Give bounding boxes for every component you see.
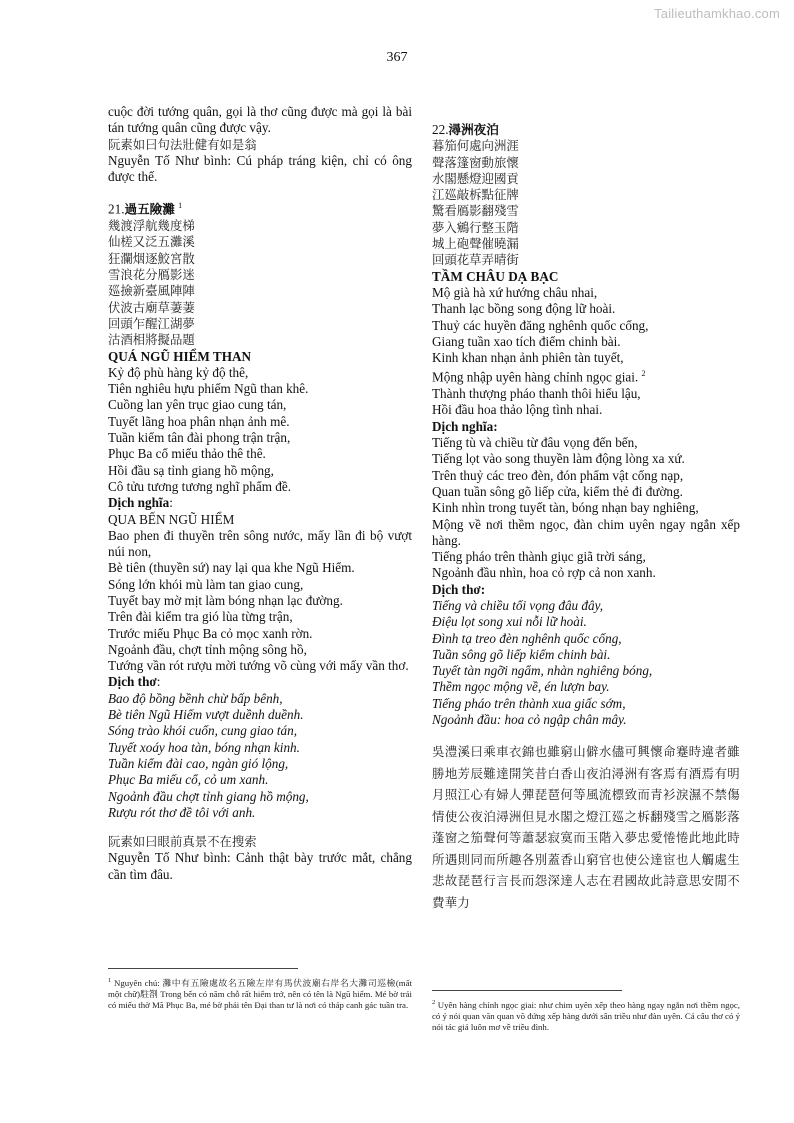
meaning-colon: : <box>169 495 173 511</box>
poem-line-cjk-text: 夢入鵷行整玉階 <box>432 219 519 235</box>
verse-line <box>432 631 740 647</box>
poem-line-cjk <box>432 203 740 219</box>
poem-line-cjk-text: 狂瀾烟逐鮫宮散 <box>108 250 195 266</box>
poem-line-cjk-text: 廵撿新臺風陣陣 <box>108 283 195 299</box>
verse-line-text: Phục Ba miếu cổ, cỏ um xanh. <box>108 772 269 788</box>
comment-text: Nguyễn Tố Như bình: Cú pháp tráng kiện, chỉ có ông được thế. <box>108 152 412 185</box>
meaning-line-text: Bè tiên (thuyền sứ) nay lại qua khe Ngũ Hiểm. <box>108 560 355 576</box>
verse-heading <box>108 674 412 690</box>
meaning-line-text: Trên thuỷ các treo đèn, đón phẩm vật cống nạp, <box>432 467 684 483</box>
poem-line-cjk <box>432 138 740 154</box>
verse-line <box>108 805 412 821</box>
footnote-rule <box>432 990 622 991</box>
verse-line-text: Tuyết xoáy hoa tàn, bóng nhạn kinh. <box>108 739 300 755</box>
comment-cjk: 阮素如曰眼前真景不在搜索 <box>108 834 257 850</box>
footnote-text: Uyên hàng chỉnh ngọc giai: như chim uyên xếp theo hàng ngay ngắn nơi thềm ngọc, có ý nói quan văn quan võ đứng xếp hàng dưới sân triều như đàn uyên. Cả câu thơ có ý nói tác giả luôn mơ về triều đình. <box>432 999 740 1033</box>
poem-line <box>108 397 412 413</box>
verse-line-text: Bè tiên Ngũ Hiểm vượt duềnh duềnh. <box>108 707 304 723</box>
meaning-line-text: Trên đài kiểm tra gió lùa từng trận, <box>108 609 293 625</box>
poem-line-cjk <box>432 236 740 252</box>
poem-line-cjk <box>432 252 740 268</box>
poem-22-heading <box>432 122 740 138</box>
meaning-line <box>108 658 412 674</box>
comment-cjk: 阮素如曰句法壯健有如是翁 <box>108 136 257 152</box>
meaning-title: QUA BẾN NGŨ HIỂM <box>108 511 235 527</box>
poem-22-viet-lines <box>432 285 740 419</box>
footnote-mark: 1 <box>108 977 112 984</box>
poem-line <box>108 463 412 479</box>
poem-line <box>432 402 740 418</box>
poem-line-cjk <box>108 234 412 250</box>
poem-line-text: Cuồng lan yên trục giao cung tán, <box>108 397 287 413</box>
poem-line <box>432 334 740 350</box>
poem-21-title-viet: QUÁ NGŨ HIỂM THAN <box>108 348 251 364</box>
poem-line-text: Mộ già hà xứ hướng châu nhai, <box>432 284 598 300</box>
poem-line-cjk <box>108 218 412 234</box>
verse-line <box>108 772 412 788</box>
meaning-line-text: Ngoảnh đầu nhìn, hoa cỏ rợp cả non xanh. <box>432 565 656 581</box>
meaning-line <box>108 577 412 593</box>
meaning-line <box>432 517 740 550</box>
poem-line-cjk <box>108 267 412 283</box>
footnote-ref[interactable]: 1 <box>178 201 183 211</box>
poem-line <box>108 446 412 462</box>
poem-22-title-viet: TẦM CHÂU DẠ BẠC <box>432 268 559 284</box>
verse-line-text: Bao độ bồng bềnh chừ bấp bênh, <box>108 690 283 706</box>
verse-line <box>432 696 740 712</box>
poem-line <box>108 365 412 381</box>
verse-line <box>108 723 412 739</box>
verse-line-text: Đình tạ treo đèn nghênh quốc cống, <box>432 630 622 646</box>
verse-colon: : <box>156 674 161 690</box>
poem-title-cjk: 過五險灘 <box>124 201 175 217</box>
poem-line-text: Thanh lạc bồng song động lữ hoài. <box>432 301 616 317</box>
poem-21-heading <box>108 198 412 218</box>
poem-number: 22. <box>432 122 449 137</box>
meaning-line-text: Bao phen đi thuyền trên sông nước, mấy lần đi bộ vượt núi non, <box>108 527 412 560</box>
poem-line <box>108 381 412 397</box>
meaning-line-text: Sóng lớn khói mù làm tan giao cung, <box>108 576 304 592</box>
footnote-mark: 2 <box>432 999 436 1006</box>
meaning-line <box>432 451 740 467</box>
poem-line-cjk-text: 仙槎又泛五灘溪 <box>108 234 195 250</box>
meaning-label: Dịch nghĩa: <box>432 418 498 434</box>
poem-line-cjk-text: 幾渡浮航幾度梯 <box>108 218 195 234</box>
meaning-line-text: Kinh nhìn trong tuyết tàn, bóng nhạn bay nghiêng, <box>432 500 699 516</box>
verse-line <box>108 756 412 772</box>
poem-line <box>108 414 412 430</box>
poem-line-cjk-text: 聲落篷窗動旅懷 <box>432 154 519 170</box>
poem-line-cjk-text: 驚看鴈影翻殘雪 <box>432 203 519 219</box>
intro-paragraph: cuộc đời tướng quân, gọi là thơ cũng được mà gọi là bài tán tướng quân cũng được vậy. <box>108 104 412 136</box>
footnote-right <box>432 990 740 1034</box>
footnote-left <box>108 968 412 1012</box>
footnote-text: Nguyên chú: 灘中有五險處故名五險左岸有馬伏波廟右岸名大灘司巡檢(mất một chữ)駐劄 Trong bến có năm chỗ rất hiểm trở, nên có tên là Ngũ hiểm. Mé bờ trái có miếu thờ Mã Phục Ba, mé bờ phải tên Đại than tư là nơi có tháp canh gác tuần tra. <box>108 977 412 1011</box>
footnote-ref[interactable]: 2 <box>641 369 646 379</box>
poem-line-cjk <box>432 187 740 203</box>
meaning-line <box>108 642 412 658</box>
meaning-line <box>432 484 740 500</box>
meaning-line <box>432 549 740 565</box>
verse-lines <box>108 691 412 821</box>
poem-number: 21. <box>108 201 125 217</box>
poem-line-cjk-text: 回頭乍醒江湖夢 <box>108 315 195 331</box>
poem-line <box>432 318 740 334</box>
verse-line <box>108 789 412 805</box>
verse-line-text: Rượu rót thơ đề tôi với anh. <box>108 804 256 820</box>
verse-line-text: Tiếng và chiều tối vọng đâu đây, <box>432 598 604 613</box>
meaning-line-text: Ngoảnh đầu, chợt tỉnh mộng sông hồ, <box>108 641 307 657</box>
page-number: 367 <box>386 50 408 65</box>
poem-line <box>432 350 740 366</box>
poem-line <box>432 386 740 402</box>
poem-line-text: Giang tuần xao tích điểm chinh bài. <box>432 333 621 349</box>
verse-line <box>108 691 412 707</box>
meaning-lines <box>432 435 740 582</box>
commentary-cjk: 吳澧溪曰乘車衣錦也雖窮山僻水儘可興懷命蹇時違者雖勝地芳辰難達開笑昔白香山夜泊潯洲有客焉有酒焉有明月照江心有婦人彈琵琶何等風流標致而青衫淚濕不禁傷情使公夜泊潯洲但見水閣之燈江廵之柝翻殘雪之鴈影落蓬窗之笳聲何等蕭瑟寂寞而玉階入夢忠愛惓惓此地此時所遇則同而所趣各別蓋香山窮官也使公達宦也人觸處生悲故琵琶行言長而怨深達人志在君國故此詩意思安閒不費華力 <box>432 744 740 910</box>
poem-line-cjk <box>432 155 740 171</box>
poem-line <box>108 430 412 446</box>
meaning-line-text: Quan tuần sông gõ liếp cửa, kiểm thẻ đi đường. <box>432 483 683 499</box>
poem-line <box>432 301 740 317</box>
verse-line-text: Ngoảnh đầu chợt tỉnh giang hồ mộng, <box>108 788 309 804</box>
poem-line-text: Thuỷ các huyền đăng nghênh quốc cống, <box>432 317 649 333</box>
poem-21-viet-lines <box>108 365 412 495</box>
footnote-1 <box>108 975 412 1012</box>
poem-line-text: Thành thượng pháo thanh thôi hiểu lậu, <box>432 386 641 402</box>
verse-line <box>108 707 412 723</box>
poem-line <box>432 285 740 301</box>
verse-line-text: Tuần sông gõ liếp kiểm chinh bài. <box>432 646 611 662</box>
verse-line <box>432 663 740 679</box>
poem-line-cjk-text: 回頭花草弄晴街 <box>432 252 519 268</box>
meaning-line <box>432 500 740 516</box>
meaning-line-text: Mộng về nơi thềm ngọc, đàn chim uyên ngay ngắn xếp hàng. <box>432 516 740 548</box>
verse-line-text: Tuyết tàn ngỡi ngẩm, nhàn nghiêng bóng, <box>432 663 653 679</box>
meaning-line <box>108 626 412 642</box>
poem-line-cjk <box>432 171 740 187</box>
verse-line <box>432 614 740 630</box>
meaning-line-text: Tuyết bay mờ mịt làm bóng nhạn lạc đường. <box>108 593 343 608</box>
meaning-line <box>432 468 740 484</box>
meaning-line <box>432 565 740 581</box>
poem-line-text: Kỷ độ phù hàng kỷ độ thê, <box>108 364 249 380</box>
right-column <box>432 122 740 913</box>
meaning-line-text: Tiếng pháo trên thành giục giã trời sáng, <box>432 549 646 565</box>
poem-line-cjk <box>108 283 412 299</box>
poem-line-cjk-text: 暮笳何處向洲涯 <box>432 138 519 154</box>
poem-line-text: Phục Ba cổ miếu thảo thê thê. <box>108 446 266 462</box>
verse-line <box>432 712 740 728</box>
poem-line-cjk <box>108 316 412 332</box>
watermark-text: Tailieuthamkhao.com <box>654 6 780 21</box>
left-column <box>108 104 412 883</box>
poem-line-cjk-text: 水閣懸燈迎國貢 <box>432 170 519 186</box>
poem-21-cjk-lines <box>108 218 412 348</box>
verse-line-text: Điệu lọt song xui nỗi lữ hoài. <box>432 614 587 630</box>
poem-line-cjk <box>432 220 740 236</box>
comment-text: Nguyễn Tố Như bình: Cảnh thật bày trước mắt, chẳng cần tìm đâu. <box>108 850 412 882</box>
poem-line-cjk <box>108 332 412 348</box>
poem-line-cjk-text: 江廵敲柝點征牌 <box>432 187 519 203</box>
verse-label: Dịch thơ <box>108 674 157 690</box>
poem-line-text: Mộng nhập uyên hàng chỉnh ngọc giai. <box>432 369 639 385</box>
meaning-line-text: Tướng vần rót rượu mời tướng võ cùng với mấy vần thơ. <box>108 658 409 674</box>
verse-label: Dịch thơ: <box>432 581 486 597</box>
poem-line-cjk-text: 伏波古廟草萋萋 <box>108 299 195 315</box>
poem-line-text: Kinh khan nhạn ảnh phiên tàn tuyết, <box>432 350 624 366</box>
meaning-line <box>108 528 412 561</box>
poem-line-cjk-text: 沽酒相將擬品題 <box>108 332 195 348</box>
poem-line <box>108 479 412 495</box>
verse-line-text: Sóng trào khói cuốn, cung giao tán, <box>108 723 298 739</box>
meaning-line-text: Trước miếu Phục Ba cỏ mọc xanh rờn. <box>108 625 313 641</box>
meaning-line <box>432 435 740 451</box>
poem-title-cjk: 潯洲夜泊 <box>448 122 499 137</box>
poem-line-cjk <box>108 300 412 316</box>
poem-line-text: Hồi đầu hoa thảo lộng tình nhai. <box>432 402 603 418</box>
meaning-line-text: Tiếng tù và chiều từ đâu vọng đến bến, <box>432 435 638 451</box>
poem-line-text: Hồi đầu sạ tỉnh giang hồ mộng, <box>108 462 274 478</box>
poem-line-text: Cô tửu tương tương nghĩ phẩm đề. <box>108 478 292 494</box>
meaning-line <box>108 609 412 625</box>
footnote-2 <box>432 997 740 1034</box>
meaning-label: Dịch nghĩa <box>108 495 170 511</box>
verse-line <box>432 679 740 695</box>
verse-line-text: Tiếng pháo trên thành xua giấc sớm, <box>432 695 626 711</box>
meaning-lines <box>108 528 412 675</box>
verse-lines <box>432 598 740 728</box>
verse-line-text: Thềm ngọc mộng về, én lượn bay. <box>432 679 610 695</box>
poem-line-cjk <box>108 251 412 267</box>
verse-line <box>432 598 740 614</box>
verse-line-text: Ngoảnh đầu: hoa cỏ ngập chân mây. <box>432 712 627 728</box>
meaning-line <box>108 593 412 609</box>
meaning-heading <box>108 495 412 511</box>
poem-22-cjk-lines <box>432 138 740 268</box>
poem-line-cjk-text: 雪浪花分鴈影迷 <box>108 267 195 283</box>
verse-line <box>108 740 412 756</box>
poem-line-text: Tuyết lãng hoa phân nhạn ảnh mê. <box>108 413 290 429</box>
footnote-rule <box>108 968 298 969</box>
meaning-line <box>108 560 412 576</box>
poem-line-text: Tiên nghiêu hựu phiếm Ngũ than khê. <box>108 381 309 397</box>
poem-line-text: Tuần kiểm tân đài phong trận trận, <box>108 430 291 446</box>
verse-line-text: Tuần kiểm đài cao, ngàn gió lộng, <box>108 755 289 771</box>
poem-line-cjk-text: 城上砲聲催曉漏 <box>432 236 519 252</box>
meaning-line-text: Tiếng lọt vào song thuyền làm động lòng xa xứ. <box>432 451 685 467</box>
verse-line <box>432 647 740 663</box>
poem-line <box>432 366 740 386</box>
